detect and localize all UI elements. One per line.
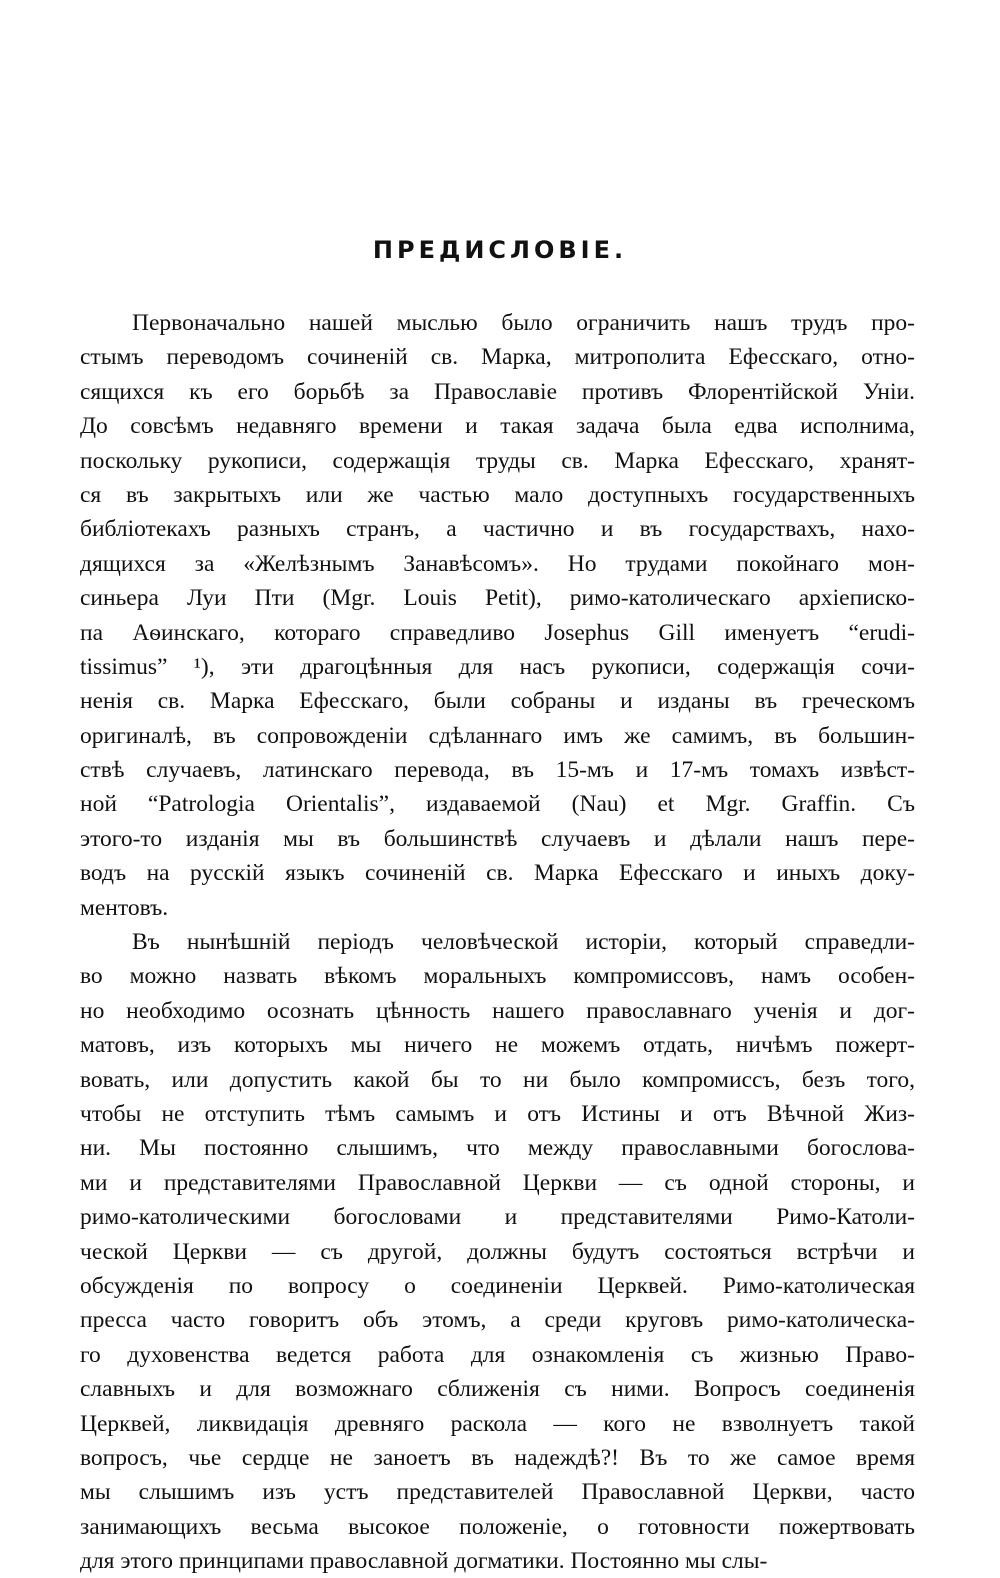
text-line: но необходимо осознать цѣнность нашего православнаго ученія и дог-: [80, 997, 915, 1024]
text-line: ментовъ.: [80, 894, 169, 921]
text-line: чтобы не отступить тѣмъ самымъ и отъ Истины и отъ Вѣчной Жиз-: [80, 1100, 915, 1127]
text-line: ся въ закрытыхъ или же частью мало доступныхъ государственныхъ: [80, 481, 915, 508]
text-line: стымъ переводомъ сочиненій св. Марка, митрополита Ефесскаго, отно-: [80, 344, 915, 371]
body-text: [80, 306, 915, 1578]
text-line: синьера Луи Пти (Mgr. Louis Petit), римо-католическаго архіеписко-: [80, 585, 915, 612]
text-line: вовать, или допустить какой бы то ни было компромиссъ, безъ того,: [80, 1066, 915, 1093]
text-line: ствѣ случаевъ, латинскаго перевода, въ 15-мъ и 17-мъ томахъ извѣст-: [80, 757, 915, 784]
text-line: па Аѳинскаго, котораго справедливо Josephus Gill именуетъ “erudi-: [80, 619, 915, 646]
text-line: Первоначально нашей мыслью было ограничить нашъ трудъ про-: [132, 310, 915, 336]
text-line: этого-то изданія мы въ большинствѣ случаевъ и дѣлали нашъ пере-: [80, 825, 915, 852]
text-line: Въ нынѣшній періодъ человѣческой исторіи, который справедли-: [132, 929, 915, 956]
text-line: ни. Мы постоянно слышимъ, что между православными богослова-: [80, 1135, 915, 1162]
text-line: водъ на русскій языкъ сочиненій св. Марка Ефесскаго и иныхъ доку-: [80, 860, 915, 887]
page-title: ПРЕДИСЛОВІЕ.: [372, 236, 628, 264]
text-line: ми и представителями Православной Церкви — съ одной стороны, и: [80, 1169, 915, 1196]
text-line: мы слышимъ изъ устъ представителей Православной Церкви, часто: [80, 1479, 915, 1506]
text-line: го духовенства ведется работа для ознакомленія съ жизнью Право-: [80, 1341, 915, 1368]
text-line: ненія св. Марка Ефесскаго, были собраны и изданы въ греческомъ: [80, 688, 915, 715]
text-line: сящихся къ его борьбѣ за Православіе противъ Флорентійской Уніи.: [80, 378, 915, 405]
text-line: вопросъ, чье сердце не заноетъ въ надеждѣ?! Въ то же самое время: [80, 1444, 915, 1471]
text-line: дящихся за «Желѣзнымъ Занавѣсомъ». Но трудами покойнаго мон-: [80, 550, 915, 577]
text-line: ческой Церкви — съ другой, должны будутъ состояться встрѣчи и: [80, 1238, 915, 1265]
text-line: матовъ, изъ которыхъ мы ничего не можемъ отдать, ничѣмъ пожерт-: [80, 1032, 915, 1059]
text-line: оригиналѣ, въ сопровожденіи сдѣланнаго имъ же самимъ, въ большин-: [80, 722, 915, 749]
text-line: До совсѣмъ недавняго времени и такая задача была едва исполнима,: [80, 413, 915, 440]
text-line: обсужденія по вопросу о соединеніи Церквей. Римо-католическая: [80, 1272, 915, 1299]
text-line: ной “Patrologia Orientalis”, издаваемой (Nau) et Mgr. Graffin. Съ: [80, 791, 915, 818]
text-line: пресса часто говоритъ объ этомъ, а среди круговъ римо-католическа-: [80, 1307, 915, 1334]
text-line: во можно назвать вѣкомъ моральныхъ компромиссовъ, намъ особен-: [80, 963, 915, 990]
text-line: tissimus” ¹), эти драгоцѣнныя для насъ рукописи, содержащія сочи-: [80, 653, 915, 680]
text-line: библіотекахъ разныхъ странъ, а частично и въ государствахъ, нахо-: [80, 516, 915, 543]
text-line: занимающихъ весьма высокое положеніе, о готовности пожертвовать: [80, 1513, 915, 1540]
text-line: Церквей, ликвидація древняго раскола — кого не взволнуетъ такой: [80, 1410, 915, 1437]
text-line: славныхъ и для возможнаго сближенія съ ними. Вопросъ соединенія: [80, 1376, 915, 1403]
text-line: поскольку рукописи, содержащія труды св. Марка Ефесскаго, хранят-: [80, 447, 915, 474]
text-line: римо-католическими богословами и представителями Римо-Католи-: [80, 1204, 915, 1231]
text-line: для этого принципами православной догматики. Постоянно мы слы-: [80, 1548, 768, 1575]
